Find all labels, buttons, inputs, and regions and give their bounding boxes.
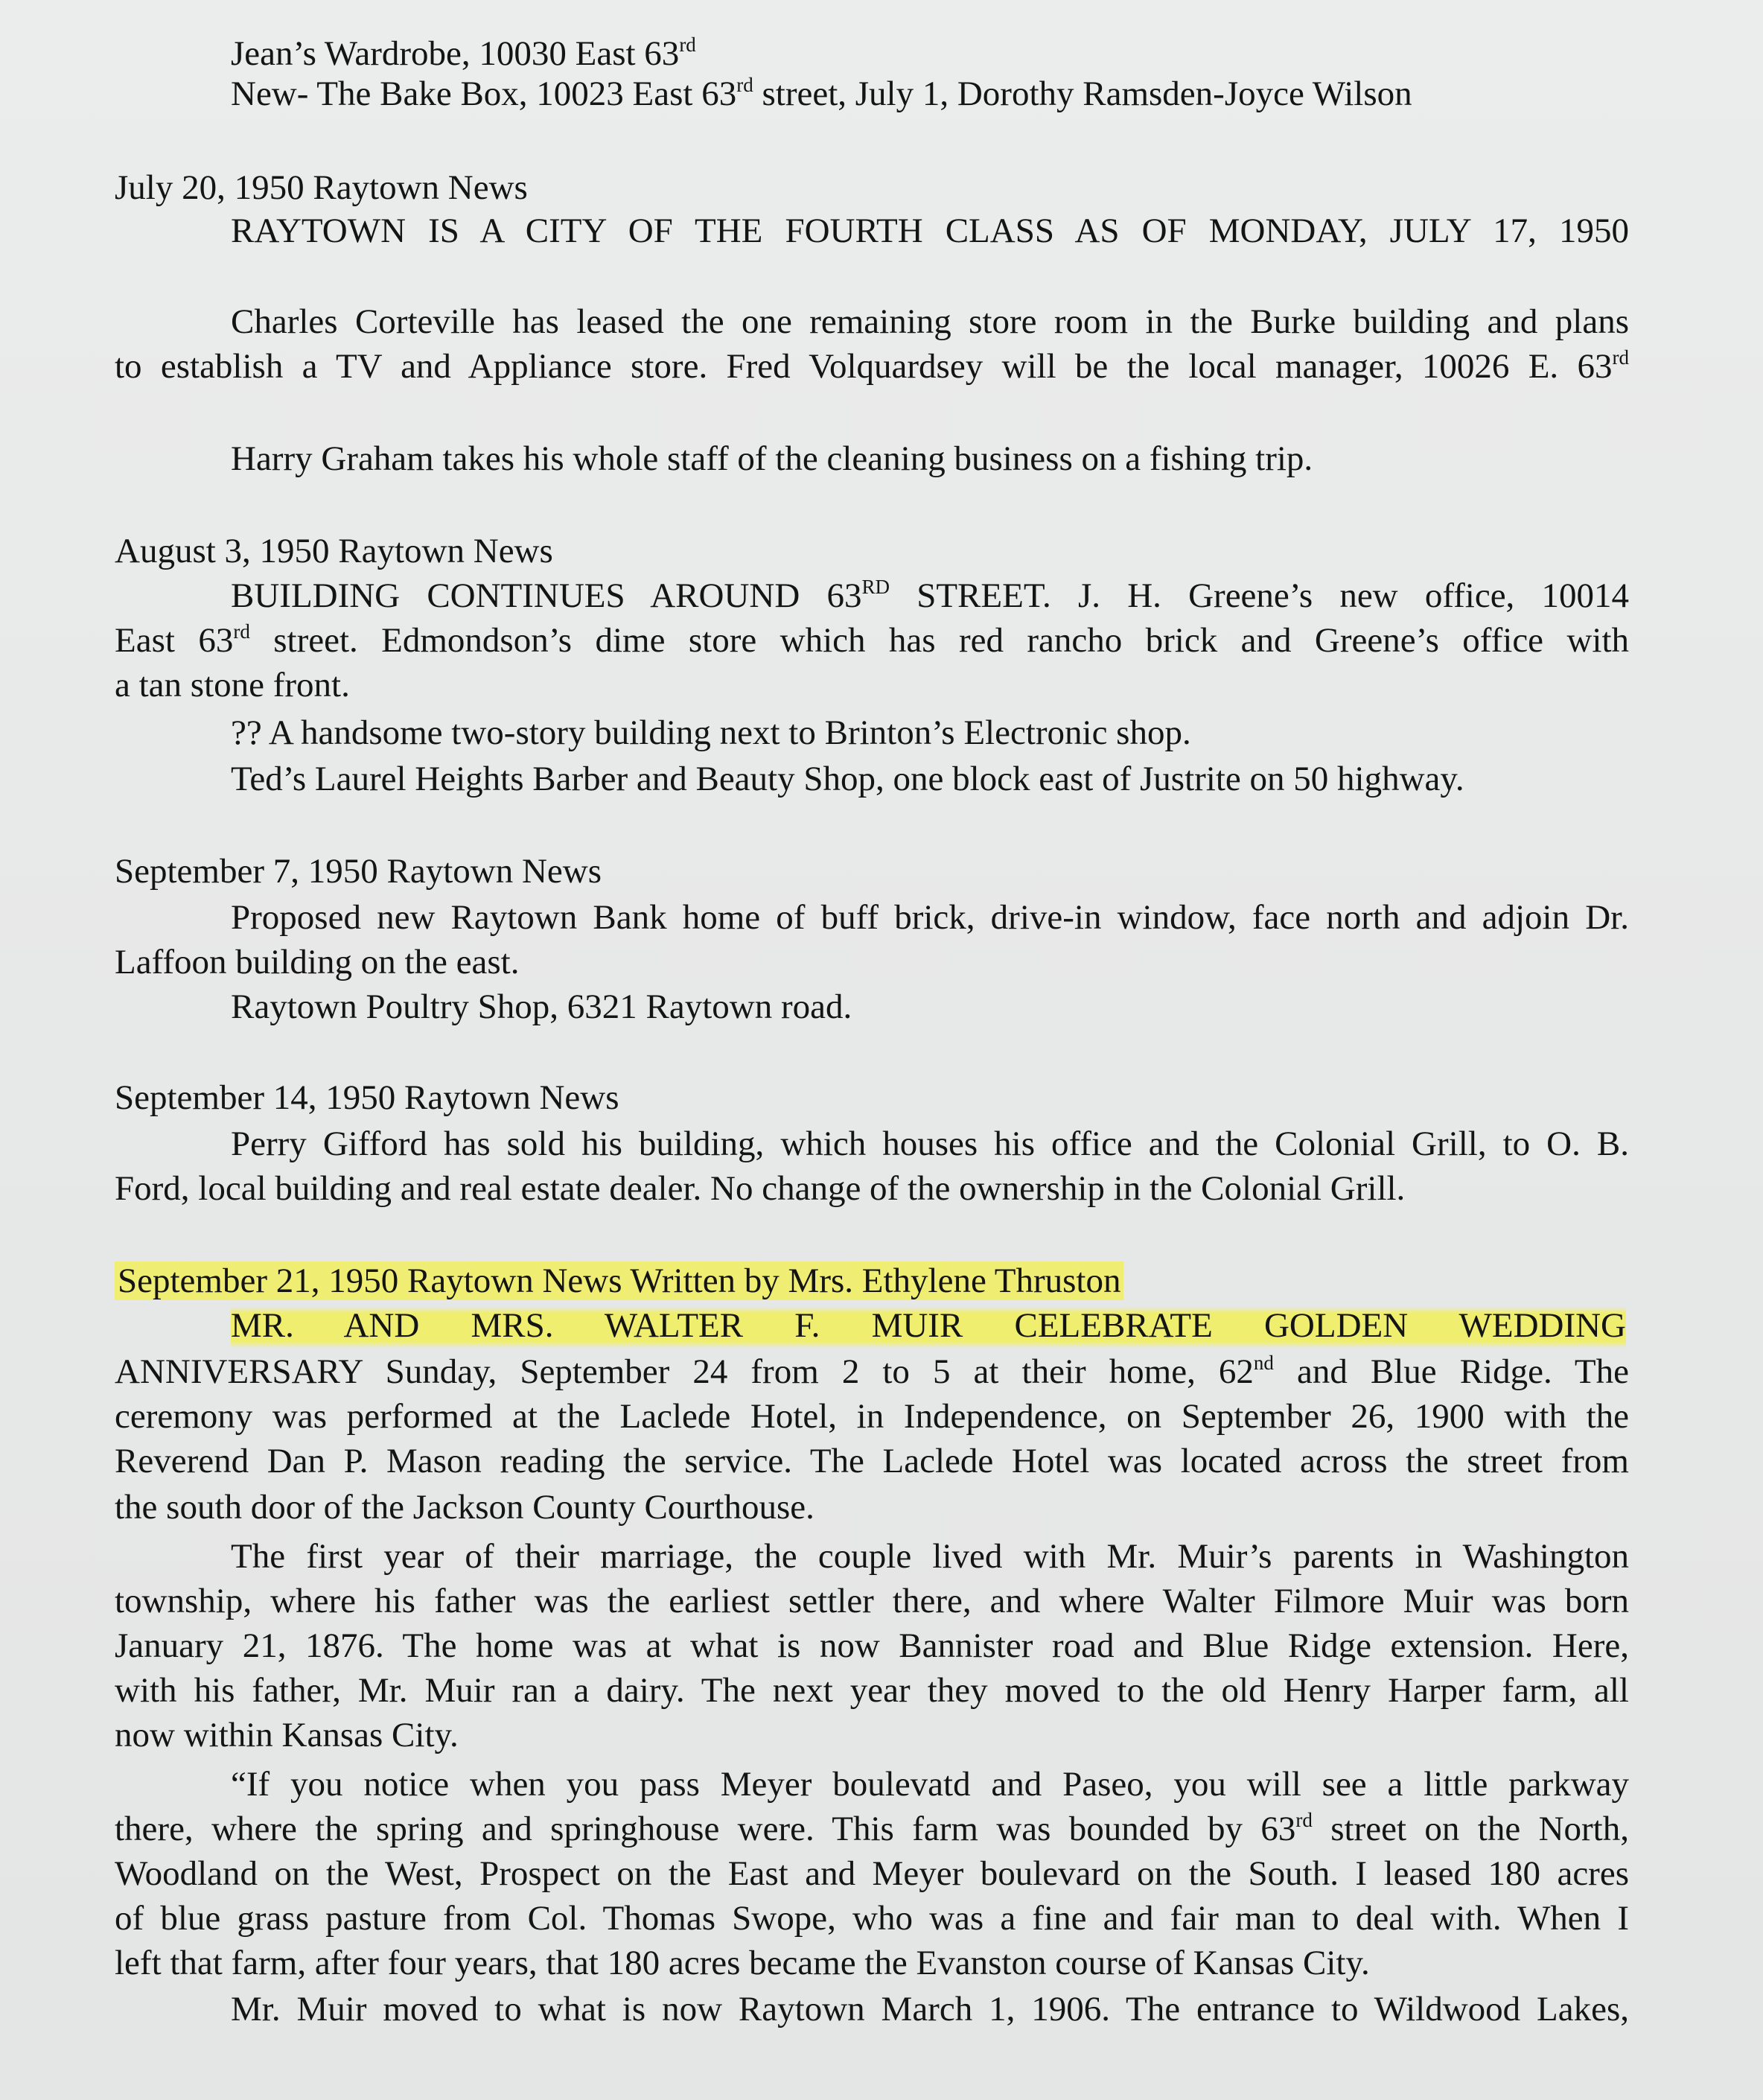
ordinal-superscript: rd <box>233 620 250 643</box>
text-segment: MR. AND MRS. WALTER F. MUIR CELEBRATE GOLDEN WEDDING <box>231 1306 1626 1345</box>
text-segment: to establish a TV and Appliance store. Fred Volquardsey will be the local manager, 10026 E. 63 <box>115 347 1613 386</box>
entry-date-heading <box>115 1075 1629 1120</box>
text-segment: street. Edmondson’s dime store which has red rancho brick and Greene’s office with <box>249 621 1629 660</box>
highlight-mark <box>115 1261 1123 1300</box>
text-line <box>115 940 1629 984</box>
text-line <box>231 895 1629 940</box>
text-segment: Ford, local building and real estate dealer. No change of the ownership in the Colonial Grill. <box>115 1169 1406 1208</box>
text-segment: BUILDING CONTINUES AROUND 63 <box>231 576 862 615</box>
text-segment: left that farm, after four years, that 180 acres became the Evanston course of Kansas City. <box>115 1944 1370 1982</box>
text-segment: September 14, 1950 Raytown News <box>115 1078 619 1117</box>
text-line <box>231 436 1629 481</box>
text-line <box>231 1534 1629 1579</box>
ordinal-superscript: rd <box>736 74 753 96</box>
text-segment: New- The Bake Box, 10023 East 63 <box>231 74 737 113</box>
text-line <box>115 1713 1629 1757</box>
ordinal-superscript: RD <box>861 576 890 598</box>
text-segment: street, July 1, Dorothy Ramsden-Joyce Wilson <box>753 74 1412 113</box>
text-line <box>115 1349 1629 1394</box>
text-segment: a tan stone front. <box>115 666 350 704</box>
text-segment: now within Kansas City. <box>115 1716 459 1754</box>
text-line <box>231 710 1629 755</box>
text-segment: Jean’s Wardrobe, 10030 East 63 <box>231 34 680 73</box>
text-segment: RAYTOWN IS A CITY OF THE FOURTH CLASS AS OF MONDAY, JULY 17, 1950 <box>231 211 1629 250</box>
text-line <box>115 1485 1629 1530</box>
text-segment: Proposed new Raytown Bank home of buff brick, drive-in window, face north and adjoin Dr. <box>231 898 1629 937</box>
text-segment: July 20, 1950 Raytown News <box>115 168 528 207</box>
text-line <box>115 1623 1629 1668</box>
text-segment: township, where his father was the earliest settler there, and where Walter Filmore Muir was born <box>115 1582 1629 1620</box>
text-segment: of blue grass pasture from Col. Thomas Swope, who was a fine and fair man to deal with. When I <box>115 1899 1629 1938</box>
text-segment: the south door of the Jackson County Courthouse. <box>115 1488 814 1527</box>
text-line <box>231 71 1629 116</box>
text-line <box>115 1668 1629 1713</box>
text-line <box>115 663 1629 707</box>
text-line <box>115 618 1629 663</box>
text-segment: Mr. Muir moved to what is now Raytown March 1, 1906. The entrance to Wildwood Lakes, <box>231 1990 1629 2029</box>
ordinal-superscript: rd <box>1612 346 1629 369</box>
headline-line-highlighted <box>231 1303 1626 1348</box>
text-line <box>115 1896 1629 1941</box>
text-line <box>115 1439 1629 1483</box>
text-segment: ceremony was performed at the Laclede Hotel, in Independence, on September 26, 1900 with the <box>115 1397 1629 1436</box>
entry-date-heading <box>115 849 1629 894</box>
text-line <box>231 1762 1629 1807</box>
ordinal-superscript: nd <box>1253 1352 1274 1374</box>
text-segment: with his father, Mr. Muir ran a dairy. The next year they moved to the old Henry Harper farm, all <box>115 1671 1629 1710</box>
entry-date-heading-highlighted <box>115 1259 1629 1303</box>
text-segment: The first year of their marriage, the couple lived with Mr. Muir’s parents in Washington <box>231 1537 1629 1576</box>
text-segment: September 21, 1950 Raytown News Written by Mrs. Ethylene Thruston <box>118 1261 1121 1300</box>
entry-date-heading <box>115 165 1629 210</box>
text-segment: September 7, 1950 Raytown News <box>115 852 602 891</box>
ordinal-superscript: rd <box>1295 1809 1313 1831</box>
text-segment: Harry Graham takes his whole staff of the cleaning business on a fishing trip. <box>231 439 1313 478</box>
text-segment: East 63 <box>115 621 234 660</box>
headline-line <box>231 573 1629 618</box>
text-segment: and Blue Ridge. The <box>1273 1352 1629 1391</box>
text-line <box>115 1807 1629 1851</box>
text-segment: STREET. J. H. Greene’s new office, 10014 <box>890 576 1629 615</box>
text-segment: “If you notice when you pass Meyer boulevatd and Paseo, you will see a little parkway <box>231 1765 1629 1804</box>
text-segment: street on the North, <box>1312 1810 1629 1848</box>
text-line <box>231 1121 1629 1166</box>
ordinal-superscript: rd <box>679 34 696 56</box>
text-segment: Ted’s Laurel Heights Barber and Beauty Shop, one block east of Justrite on 50 highway. <box>231 760 1464 798</box>
text-segment: January 21, 1876. The home was at what is now Bannister road and Blue Ridge extension. Here, <box>115 1626 1629 1665</box>
text-line <box>231 299 1629 344</box>
text-line <box>115 1941 1629 1985</box>
text-segment: Perry Gifford has sold his building, which houses his office and the Colonial Grill, to O. B. <box>231 1124 1629 1163</box>
text-segment: Raytown Poultry Shop, 6321 Raytown road. <box>231 987 852 1026</box>
text-segment: Reverend Dan P. Mason reading the service. The Laclede Hotel was located across the street from <box>115 1442 1629 1480</box>
text-line <box>115 1394 1629 1439</box>
text-segment: Laffoon building on the east. <box>115 943 520 981</box>
text-segment: August 3, 1950 Raytown News <box>115 532 553 570</box>
text-segment: Woodland on the West, Prospect on the East and Meyer boulevard on the South. I leased 180 acres <box>115 1854 1629 1893</box>
text-segment: ANNIVERSARY Sunday, September 24 from 2 to 5 at their home, 62 <box>115 1352 1254 1391</box>
text-line <box>231 984 1629 1029</box>
text-line <box>231 31 1629 76</box>
text-segment: there, where the spring and springhouse were. This farm was bounded by 63 <box>115 1810 1296 1848</box>
text-segment: Charles Corteville has leased the one remaining store room in the Burke building and plans <box>231 302 1629 341</box>
text-line <box>115 1166 1629 1211</box>
entry-date-heading <box>115 529 1629 573</box>
text-line <box>115 1851 1629 1896</box>
text-segment: ?? A handsome two-story building next to Brinton’s Electronic shop. <box>231 713 1191 752</box>
text-line <box>115 1579 1629 1623</box>
headline-line <box>231 209 1629 253</box>
text-line <box>231 757 1629 801</box>
text-line <box>115 344 1629 389</box>
text-line <box>231 1987 1629 2031</box>
